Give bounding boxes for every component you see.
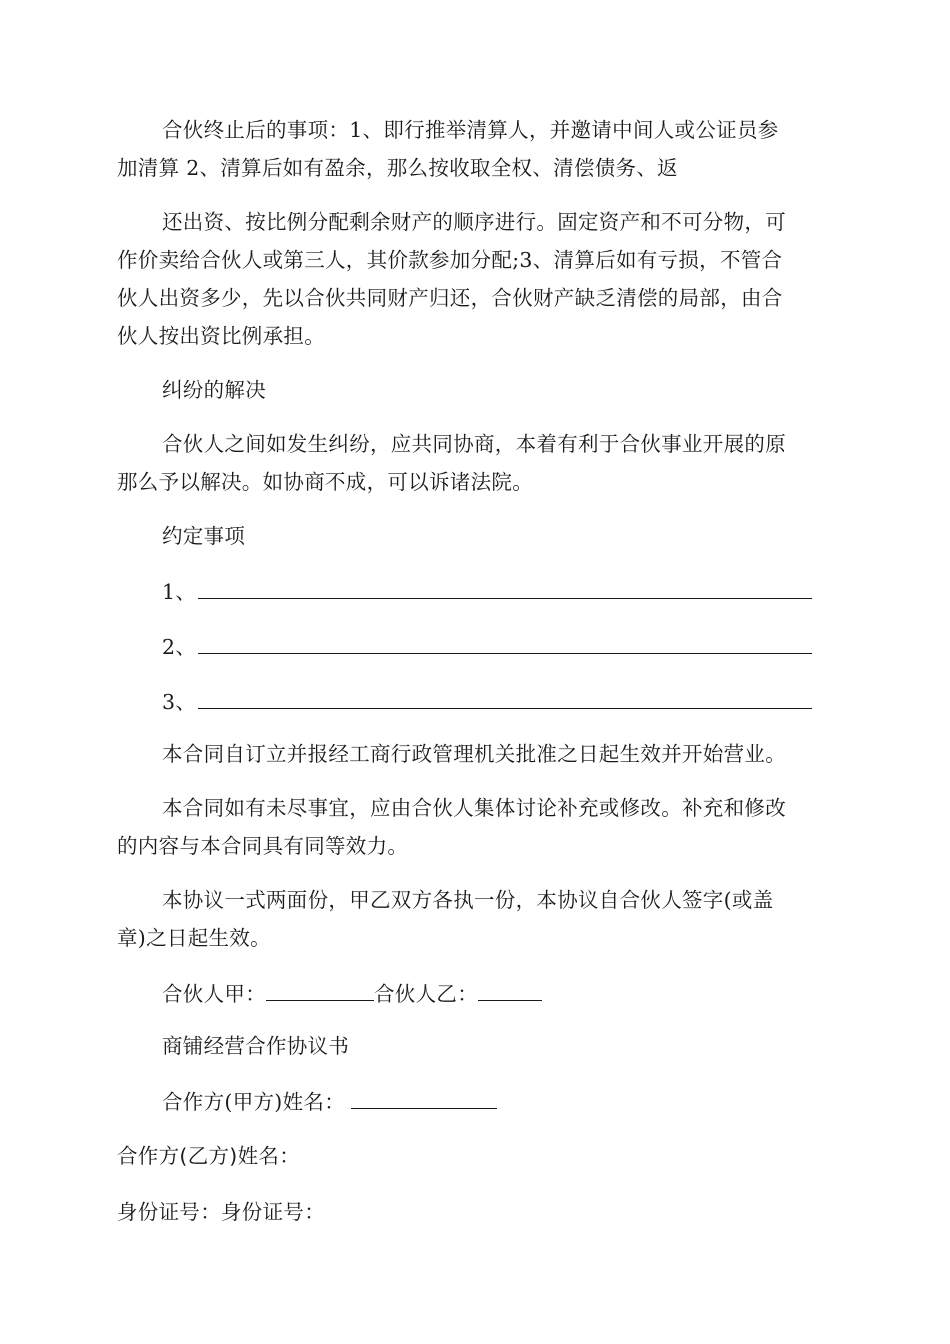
paragraph-line: 伙人出资多少，先以合伙共同财产归还，合伙财产缺乏清偿的局部，由合 (117, 286, 783, 310)
partner-b-blank (478, 982, 542, 1001)
paragraph-line: 合伙人之间如发生纠纷，应共同协商，本着有利于合伙事业开展的原 (162, 432, 786, 456)
fill-in-blank (198, 635, 812, 654)
agreed-item-1 (162, 579, 812, 605)
paragraph-line: 本合同如有未尽事宜，应由合伙人集体讨论补充或修改。补充和修改 (162, 796, 786, 820)
partner-a-label: 合伙人甲： (162, 982, 266, 1006)
paragraph-line: 本合同自订立并报经工商行政管理机关批准之日起生效并开始营业。 (162, 742, 786, 766)
paragraph-line: 还出资、按比例分配剩余财产的顺序进行。固定资产和不可分物，可 (162, 210, 786, 234)
paragraph-line: 那么予以解决。如协商不成，可以诉诸法院。 (117, 470, 533, 494)
section-heading-dispute: 纠纷的解决 (162, 378, 266, 402)
party-a-name-line (162, 1089, 497, 1115)
paragraph-line: 合伙终止后的事项：1、即行推举清算人，并邀请中间人或公证员参 (162, 118, 779, 142)
agreed-item-3 (162, 689, 812, 715)
partner-a-blank (266, 982, 374, 1001)
paragraph-line: 的内容与本合同具有同等效力。 (117, 834, 409, 858)
party-a-label: 合作方(甲方)姓名： (162, 1090, 345, 1114)
document-title: 商铺经营合作协议书 (162, 1034, 350, 1058)
signature-line (162, 981, 542, 1007)
fill-in-blank (198, 690, 812, 709)
fill-in-blank (198, 580, 812, 599)
paragraph-line: 章)之日起生效。 (117, 926, 271, 950)
party-a-blank (351, 1090, 497, 1109)
partner-b-label: 合伙人乙： (374, 982, 478, 1006)
item-number: 1、 (162, 580, 197, 604)
paragraph-line: 作价卖给合伙人或第三人，其价款参加分配;3、清算后如有亏损，不管合 (117, 248, 783, 272)
agreed-item-2 (162, 634, 812, 660)
id-number-line: 身份证号：身份证号： (117, 1200, 325, 1224)
paragraph-line: 本协议一式两面份，甲乙双方各执一份，本协议自合伙人签字(或盖 (162, 888, 774, 912)
section-heading-agreed-items: 约定事项 (162, 524, 246, 548)
item-number: 3、 (162, 690, 197, 714)
party-b-name-line: 合作方(乙方)姓名： (117, 1144, 300, 1168)
item-number: 2、 (162, 635, 197, 659)
paragraph-line: 伙人按出资比例承担。 (117, 324, 325, 348)
paragraph-line: 加清算 2、清算后如有盈余，那么按收取全权、清偿债务、返 (117, 156, 678, 180)
